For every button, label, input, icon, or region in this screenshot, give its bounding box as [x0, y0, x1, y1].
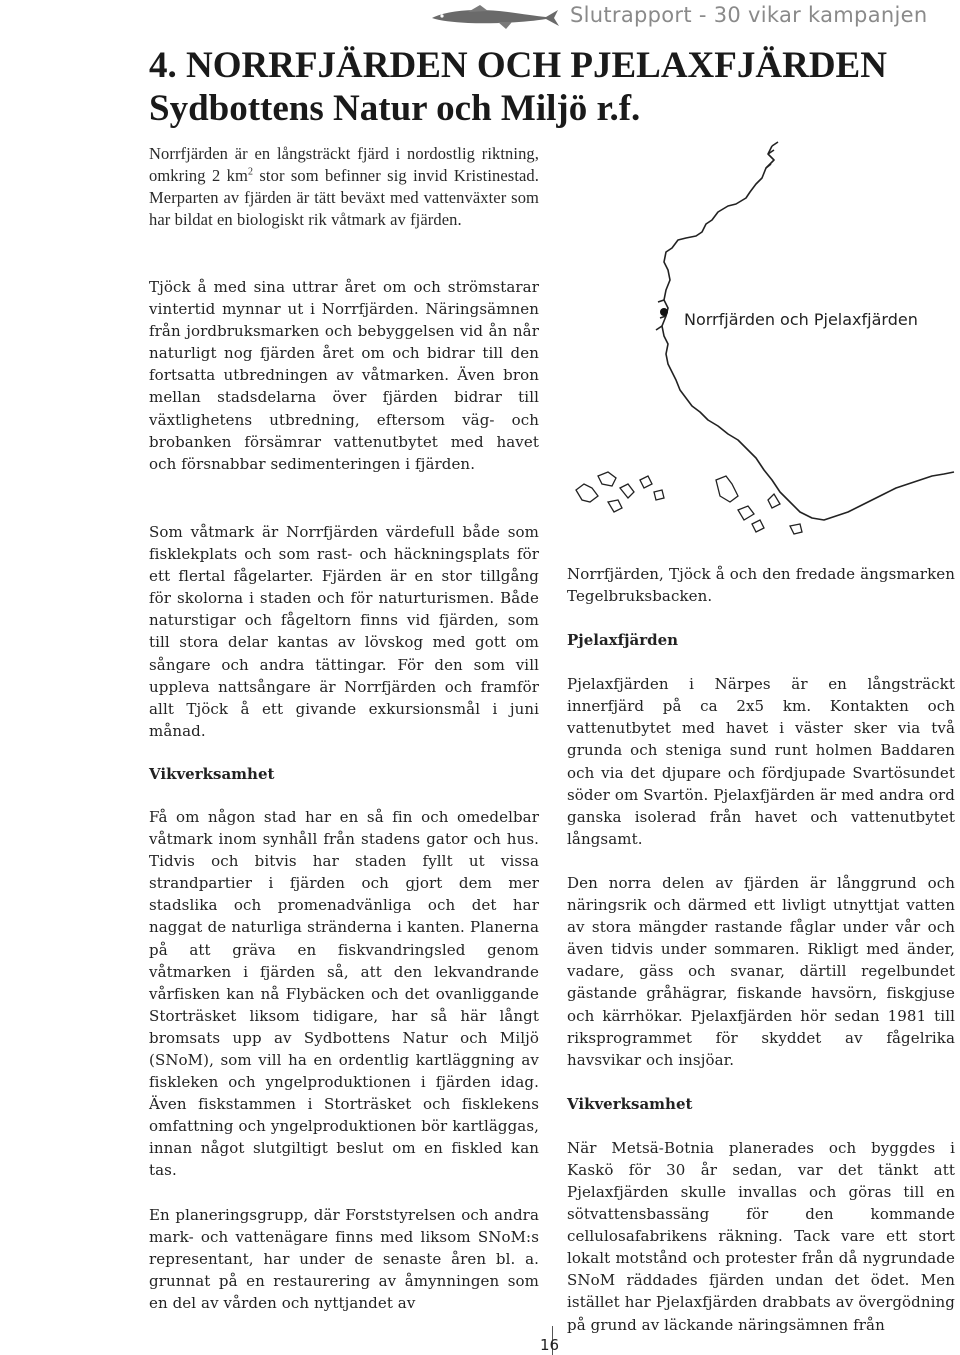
paragraph-vikverksamhet-left: Få om någon stad har en så fin och omedelbar våtmark inom synhåll från stadens gator och hus. Tidvis och bitvis har staden fyllt ut vissa strandpartier i fjärden och gjort dem mer stadslika och promenadvänliga och det har naggat de naturliga stränderna i kanten. Planerna på att gräva en fiskvandringsled genom våtmarken i fjärden så, att den lekvandrande vårfisken kan nå Flybäcken och det ovanliggande Storträsket liksom tidigare, har så här långt bromsats upp av Sydbottens Natur och Miljö (SNoM), som vill ha en ordentlig kartläggning av fiskleken och yngelproduktionen i fjärden idag. Även fiskstammen i Storträsket och fisklekens omfattning och yngelproduktionen bör kartläggas, innan något slutgiltigt beslut om en fiskled kan tas. [149, 807, 539, 1180]
running-title: Slutrapport - 30 vikar kampanjen [570, 3, 928, 27]
right-column [567, 563, 955, 1336]
left-upper [149, 276, 539, 475]
title-line-2: Sydbottens Natur och Miljö r.f. [149, 88, 641, 129]
location-marker-icon [660, 308, 668, 316]
section-heading-vikverksamhet-right: Vikverksamhet [567, 1094, 693, 1113]
coastline-map [568, 140, 956, 550]
page-number: 16 [540, 1336, 560, 1354]
map-caption: Norrfjärden, Tjöck å och den fredade ängsmarken Tegelbruksbacken. [567, 565, 955, 606]
paragraph-planeringsgrupp: En planeringsgrupp, där Forststyrelsen och andra mark- och vattenägare finns med liksom SNoM:s representant, har under de senaste åren bl. a. grunnat på en restaurering av åmynningen som en del av vården och nyttjandet av [149, 1205, 539, 1312]
section-heading-vikverksamhet-left: Vikverksamhet [149, 764, 275, 783]
title-line-1: 4. NORRFJÄRDEN OCH PJELAXFJÄRDEN [149, 45, 887, 86]
fish-logo-icon [428, 2, 560, 32]
paragraph-tjock-a: Tjöck å med sina uttrar året om och strömstarar vintertid mynnar ut i Norrfjärden. Näringsämnen från jordbruksmarken och bebyggelsen vid ån når naturligt nog fjärden året om och bidrar till den fortsatta utbredningen av våtmarken. Även bron mellan stadsdelarna över fjärden bidrar till växtlighetens utbredning, eftersom väg- och brobanken försämrar vattenutbytet med havet och försnabbar sedimenteringen i fjärden. [149, 278, 539, 473]
paragraph-vatmark: Som våtmark är Norrfjärden värdefull både som fisklekplats och som rast- och häckningsplats för ett flertal fågelarter. Fjärden är en stor tillgång för skolorna i staden och för naturturismen. Både naturstigar och fågeltorn finns vid fjärden, som till stora delar kantas av lövskog med gott om sångare och andra tättingar. För den som vill uppleva nattsångare är Norrfjärden och framför allt Tjöck å ett givande exkursionsmål i juni månad. [149, 523, 539, 740]
intro-paragraph: Norrfjärden är en långsträckt fjärd i nordostlig riktning, omkring 2 $km^2$ stor som befinner sig invid Kristinestad. Merparten av fjärden är tätt beväxt med vattenväxter som har bildat en biologiskt rik våtmark av fjärden. [149, 144, 539, 229]
intro-block [149, 143, 539, 231]
map-label: Norrfjärden och Pjelaxfjärden [684, 310, 918, 329]
section-heading-pjelaxfjarden: Pjelaxfjärden [567, 631, 679, 650]
paragraph-metsa-botnia: När Metsä-Botnia planerades och byggdes i Kaskö för 30 år sedan, var det tänkt att Pjelaxfjärden skulle invallas och göras till en sötvattensbassäng för den kommande cellulosafabrikens räkning. Tack vare ett stort lokalt motstånd och protester från då nygrundade SNoM räddades fjärden undan det ödet. Men istället har Pjelaxfjärden drabbats av övergödning på grund av läckande näringsämnen från [567, 1138, 955, 1334]
left-lower [149, 521, 539, 1314]
paragraph-pjelaxfjarden: Pjelaxfjärden i Närpes är en långsträckt innerfjärd på ca 2x5 km. Kontakten och vattenutbytet med havet i väster sker via två grunda och steniga sund runt holmen Baddaren och via det djupare och fördjupade Svartösundet söder om Svartön. Pjelaxfjärden är med andra ord ganska isolerad från havet och vattenutbytet långsamt. [567, 675, 955, 848]
paragraph-norra-delen: Den norra delen av fjärden är långgrund och näringsrik och därmed ett livligt utnyttjat vatten av stora mängder rastande fåglar under vår och även tidvis under sommaren. Rikligt med änder, vadare, gäss och svanar, därtill regelbundet gästande gråhägrar, fiskande havsörn, fiskgjuse och kärrhökar. Pjelaxfjärden hör sedan 1981 till riksprogrammet för skyddet av fågelrika havsvikar och insjöar. [567, 873, 955, 1069]
superscript: 2 [247, 166, 254, 178]
page-title [149, 44, 887, 130]
